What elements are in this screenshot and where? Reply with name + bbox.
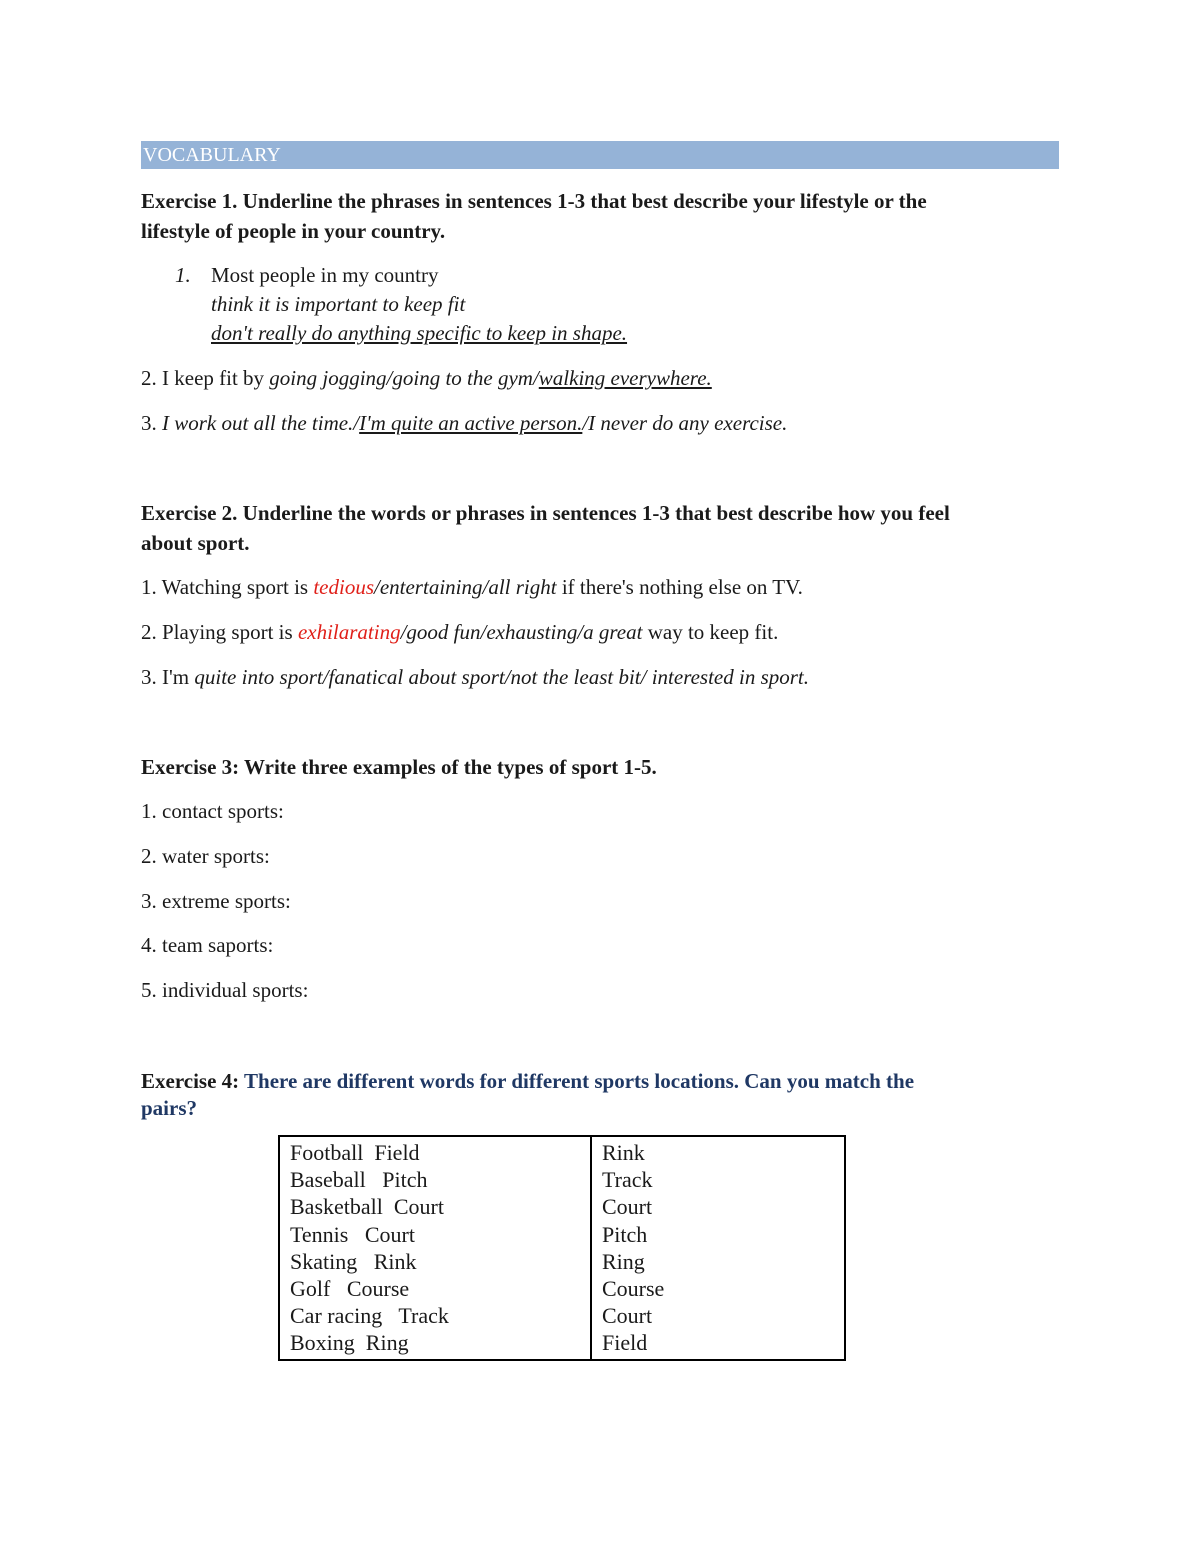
ex1-item1 [211,261,627,348]
ex2-item1 [141,573,803,602]
left-item: Boxing Ring [290,1330,409,1356]
ex3-item: 1. contact sports: [141,799,284,823]
ex2-item2 [141,618,778,647]
right-item: Track [602,1167,653,1193]
left-item: Skating Rink [290,1248,417,1274]
ex1-item3-option3: /I never do any exercise. [582,411,788,435]
ex1-item3-prefix: 3. [141,411,162,435]
left-item: Basketball Court [290,1194,444,1220]
right-column [591,1136,845,1360]
matching-table [278,1135,846,1361]
ex3-item: 4. team saports: [141,933,274,957]
section-banner [141,141,1059,169]
exercise-3-heading: Exercise 3: Write three examples of the types of sport 1-5. [141,755,657,779]
left-item: Golf Course [290,1276,410,1302]
ex3-item: 2. water sports: [141,844,270,868]
ex2-item1-suffix: if there's nothing else on TV. [556,575,803,599]
ex2-item2-highlight: exhilarating [297,620,401,644]
exercise-1-heading-line1: Exercise 1. Underline the phrases in sentences 1-3 that best describe your lifestyle or the [141,189,927,213]
left-column [279,1136,591,1360]
exercise-1-heading-line2: lifestyle of people in your country. [141,219,446,243]
exercise-4-text-line1: There are different words for different sports locations. Can you match the [244,1069,915,1093]
exercise-2-heading-line2: about sport. [141,531,250,555]
right-item: Ring [602,1248,645,1274]
right-item: Field [602,1330,648,1356]
left-item: Baseball Pitch [290,1167,428,1193]
left-item: Car racing Track [290,1303,449,1329]
exercise-4-text-line2: pairs? [141,1096,198,1120]
ex3-item: 3. extreme sports: [141,889,291,913]
right-item: Course [602,1276,665,1302]
ex1-item3-option1: I work out all the time./ [162,411,360,435]
exercise-1-heading [141,186,927,246]
ex1-item2 [141,364,712,393]
ex1-item1-option1: think it is important to keep fit [211,292,466,316]
right-item: Rink [602,1140,645,1165]
ex1-item1-text: Most people in my country [211,263,439,287]
exercise-4-heading [141,1066,1041,1123]
ex2-item1-prefix: 1. Watching sport is [141,575,314,599]
ex2-item3 [141,663,809,692]
ex1-item2-prefix: 2. I keep fit by [141,366,270,390]
ex1-item2-option2: walking everywhere. [538,366,712,390]
left-item: Football Field [290,1140,420,1165]
ex2-item3-options: quite into sport/fanatical about sport/not the least bit/ interested in sport. [194,665,810,689]
right-item: Court [602,1303,653,1329]
banner-title: VOCABULARY [143,144,281,166]
ex2-item2-prefix: 2. Playing sport is [141,620,298,644]
ex2-item1-options: /entertaining/all right [374,575,557,599]
ex1-item3-option2: I'm quite an active person. [359,411,583,435]
ex2-item1-highlight: tedious [313,575,374,599]
ex1-item1-option2: don't really do anything specific to keep in shape. [211,321,628,345]
ex1-item2-option1: going jogging/going to the gym/ [269,366,539,390]
ex2-item3-prefix: 3. I'm [141,665,195,689]
ex2-item2-options: /good fun/exhausting/a great [400,620,643,644]
ex1-item1-number: 1. [175,263,191,287]
exercise-4-label: Exercise 4: [141,1069,245,1093]
ex1-item3 [141,409,787,438]
ex2-item2-suffix: way to keep fit. [642,620,779,644]
exercise-2-heading-line1: Exercise 2. Underline the words or phrases in sentences 1-3 that best describe how you feel [141,501,950,525]
ex3-item: 5. individual sports: [141,978,309,1002]
left-item: Tennis Court [290,1221,415,1247]
right-item: Court [602,1194,653,1220]
exercise-2-heading [141,498,950,558]
right-item: Pitch [602,1221,648,1247]
